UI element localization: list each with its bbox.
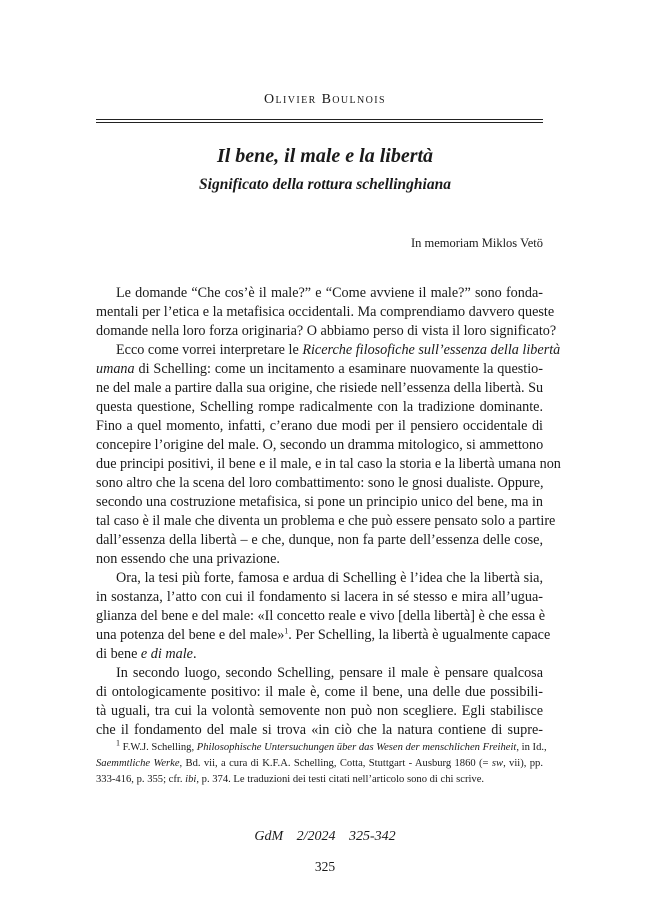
book-title-italic: umana <box>96 361 135 377</box>
body-line: Ecco come vorrei interpretare le Ricerche filosofiche sull’essenza della libertà <box>116 342 561 358</box>
footnote-line: $^1$ F.W.J. Schelling, Philosophische Untersuchungen über das Wesen der menschlichen Freiheit, in Id., <box>116 738 547 753</box>
dedication: In memoriam Miklos Vetö <box>410 236 543 250</box>
header-rule-bottom <box>96 122 543 123</box>
body-line: due principi positivi, il bene e il male, e in tal caso la storia e la libertà umana non <box>96 456 561 472</box>
body-line: in sostanza, l’atto con cui il fondamento si lacera in sé stesso e mira all’ugua- <box>96 589 543 605</box>
body-line: sono altro che la scena del loro combattimento: sono le gnosi dualiste. Oppure, <box>96 475 544 491</box>
body-line: dall’essenza della libertà – e che, dunque, non fa parte dell’essenza delle cose, <box>96 532 543 548</box>
body-line: domande nella loro forza originaria? O abbiamo perso di vista il loro significato? <box>96 323 557 339</box>
journal-reference <box>0 829 650 845</box>
footnote-line: 333-416, p. 355; cfr. ibi, p. 374. Le traduzioni dei testi citati nell’articolo sono di chi scrive. <box>96 774 485 785</box>
page-number: 325 <box>314 859 336 874</box>
body-line: Fino a quel momento, infatti, c’erano due modi per il pensiero occidentale di <box>96 418 543 434</box>
body-line: una potenza del bene e del male»$^1$. Per Schelling, la libertà è ugualmente capace <box>96 626 551 643</box>
article-title: Il bene, il male e la libertà <box>216 145 434 167</box>
body-text <box>96 284 561 740</box>
journal-issue: GdM 2/2024 <box>254 829 336 844</box>
running-header-author: Olivier Boulnois <box>263 92 386 107</box>
body-line: umana di Schelling: come un incitamento a esaminare nuovamente la questio- <box>96 361 543 377</box>
article-subtitle: Significato della rottura schellinghiana <box>199 176 451 193</box>
body-line: questa questione, Schelling rompe radicalmente con la tradizione dominante. <box>96 399 543 415</box>
body-line: mentali per l’etica e la metafisica occidentali. Ma comprendiamo davvero queste <box>96 304 555 320</box>
emphasis-italic: e di male <box>140 646 193 662</box>
header-rule-top <box>96 119 543 120</box>
body-line: tal caso è il male che diventa un problema e che può essere pensato solo a partire <box>96 513 556 529</box>
body-line: di bene e di male. <box>96 646 197 662</box>
body-line: ne del male a partire dalla sua origine, che risiede nell’essenza della libertà. Su <box>96 380 544 396</box>
body-line: In secondo luogo, secondo Schelling, pensare il male è pensare qualcosa <box>116 665 543 681</box>
body-line: secondo una costruzione metafisica, si pone un principio unico del bene, ma in <box>96 494 543 510</box>
body-line: glianza del bene e del male: «Il concetto reale e vivo [della libertà] è che essa è <box>96 608 546 624</box>
book-title-italic: Ricerche filosofiche sull’essenza della libertà <box>302 342 561 358</box>
footnote <box>96 738 547 788</box>
body-line: Le domande “Che cos’è il male?” e “Come avviene il male?” sono fonda- <box>116 285 543 301</box>
body-line: non essendo che una privazione. <box>96 551 280 567</box>
journal-pages: 325-342 <box>349 829 396 844</box>
body-line: concepire l’origine del male. O, secondo un dramma mitologico, si ammettono <box>96 437 544 453</box>
body-line: tà uguali, tra cui la volontà semovente non può non scegliere. Egli stabilisce <box>96 703 543 719</box>
footnote-ref[interactable]: 1 <box>284 626 289 636</box>
body-line: di ontologicamente positivo: il male è, come il bene, una delle due possibili- <box>96 684 543 700</box>
body-line: che il fondamento del male si trova «in ciò che la natura contiene di supre- <box>96 722 543 738</box>
footnote-line: Saemmtliche Werke, Bd. vii, a cura di K.F.A. Schelling, Cotta, Stuttgart - Ausburg 1860 (= sw, vii), pp. <box>96 758 543 769</box>
footnote-marker: 1 <box>116 738 120 748</box>
body-line: Ora, la tesi più forte, famosa e ardua di Schelling è l’idea che la libertà sia, <box>116 570 543 586</box>
